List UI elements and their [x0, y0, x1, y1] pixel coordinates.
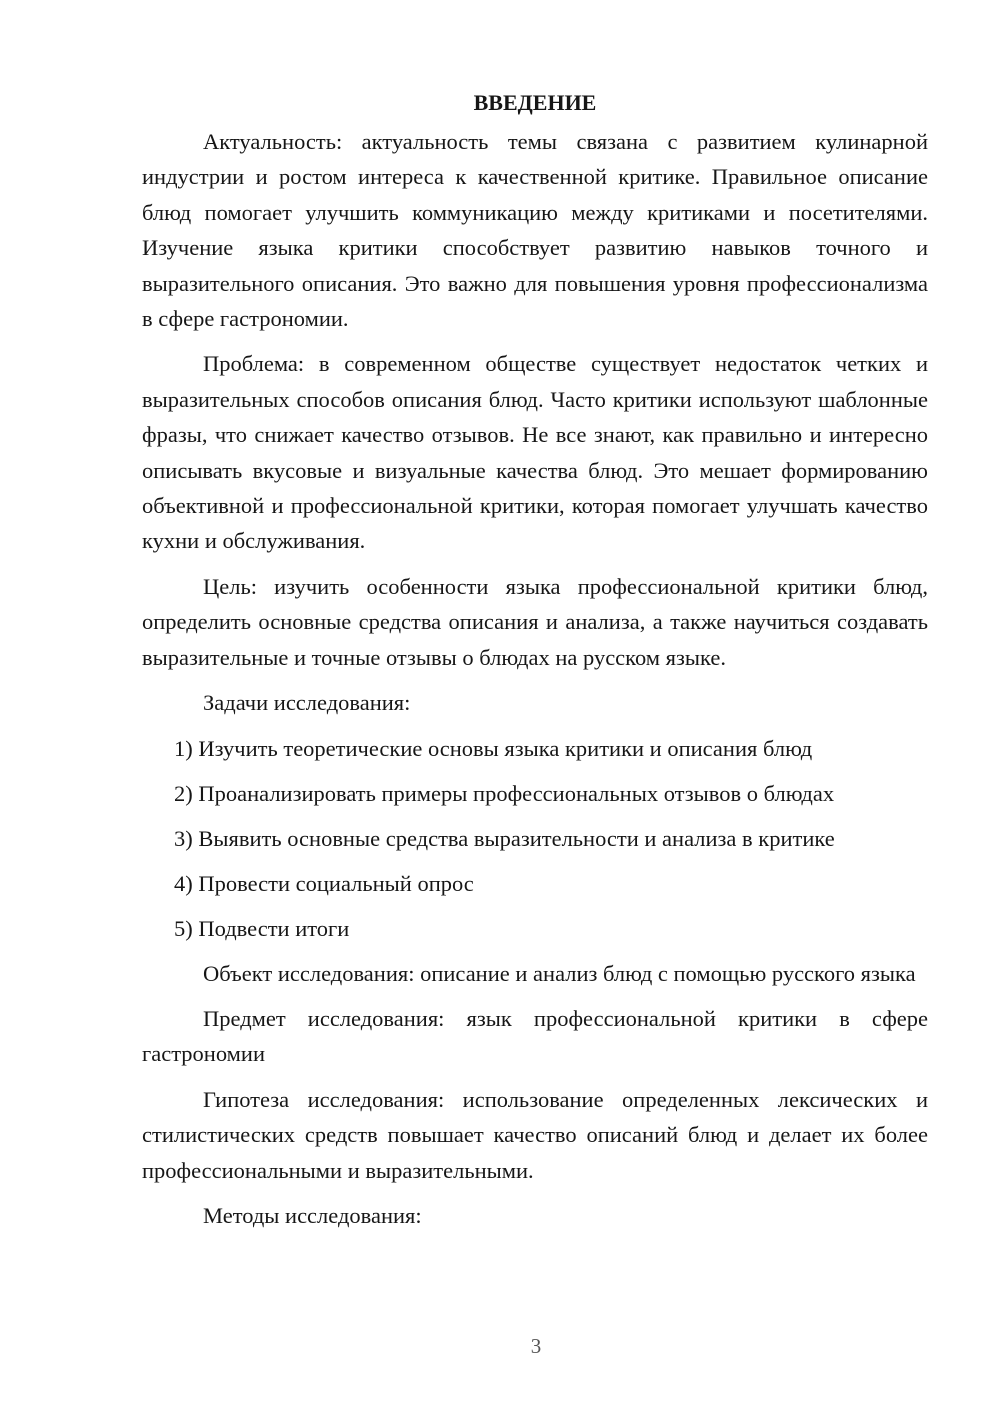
tasks-label: Задачи исследования: [203, 690, 411, 716]
tasks-list [142, 731, 928, 946]
goal-paragraph: Цель: изучить особенности языка профессиональной критики блюд, определить основные средства описания и анализа, а также научиться создавать выразительные и точные отзывы о блюдах на русском языке. [142, 573, 928, 670]
page-number: 3 [530, 1334, 542, 1358]
methods-label: Методы исследования: [203, 1202, 422, 1228]
list-item: 5) Подвести итоги [174, 915, 350, 941]
section-heading: ВВЕДЕНИЕ [473, 90, 597, 115]
list-item: 4) Провести социальный опрос [174, 870, 474, 896]
hypothesis-paragraph: Гипотеза исследования: использование определенных лексических и стилистических средств повышает качество описаний блюд и делает их более профессиональными и выразительными. [142, 1086, 928, 1183]
list-item: 2) Проанализировать примеры профессиональных отзывов о блюдах [174, 780, 835, 806]
page-content [142, 88, 928, 1243]
subject-paragraph: Предмет исследования: язык профессиональной критики в сфере гастрономии [142, 1005, 928, 1067]
list-item: 3) Выявить основные средства выразительности и анализа в критике [174, 825, 835, 851]
list-item: 1) Изучить теоретические основы языка критики и описания блюд [174, 735, 813, 761]
relevance-paragraph: Актуальность: актуальность темы связана с развитием кулинарной индустрии и ростом интереса к качественной критике. Правильное описание блюд помогает улучшить коммуникацию между критиками и посетителями. Изучение языка критики способствует развитию навыков точного и выразительного описания. Это важно для повышения уровня профессионализма в сфере гастрономии. [142, 129, 928, 332]
problem-paragraph: Проблема: в современном обществе существует недостаток четких и выразительных способов описания блюд. Часто критики используют шаблонные фразы, что снижает качество отзывов. Не все знают, как правильно и интересно описывать вкусовые и визуальные качества блюд. Это мешает формированию объективной и профессиональной критики, которая помогает улучшать качество кухни и обслуживания. [142, 351, 928, 554]
object-paragraph: Объект исследования: описание и анализ блюд с помощью русского языка [203, 960, 916, 986]
